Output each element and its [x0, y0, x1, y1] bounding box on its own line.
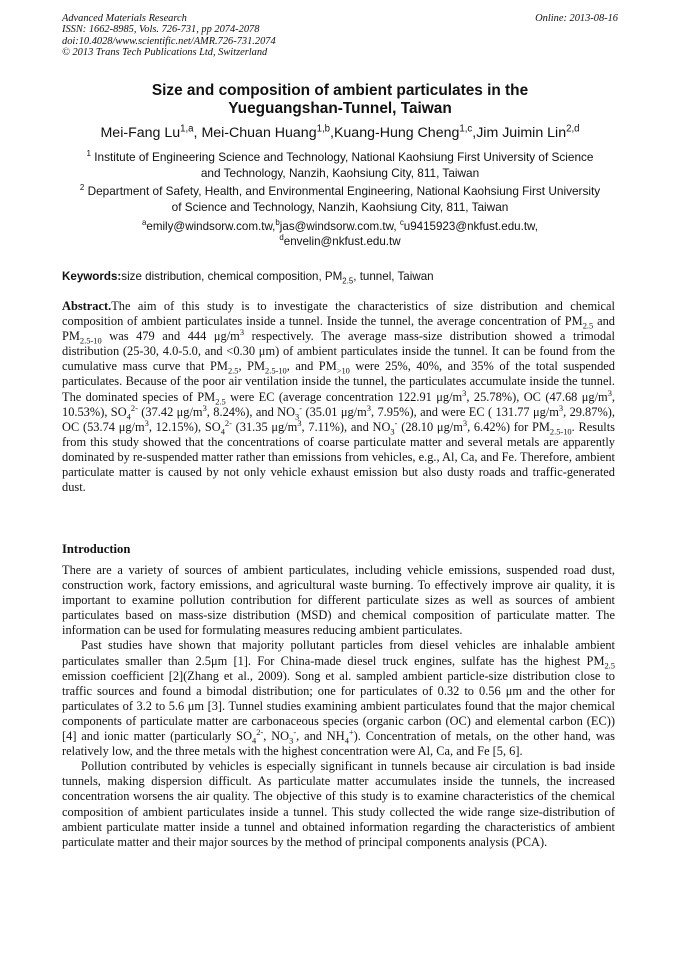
abstract-text: was 479 and 444 μg/m — [101, 329, 240, 344]
affiliation-1-line-2: and Technology, Nanzih, Kaohsiung City, 811, Taiwan — [200, 166, 480, 180]
abstract-sup: 3 — [462, 417, 468, 428]
affiliation-2-number: 2 — [79, 183, 85, 193]
intro-text: , NO — [263, 729, 290, 744]
abstract-sup: 3 — [144, 417, 149, 428]
keywords-text-2: , tunnel, Taiwan — [353, 270, 434, 283]
abstract-sub: 4 — [126, 411, 131, 422]
abstract — [62, 299, 615, 495]
abstract-sup: 3 — [297, 417, 302, 428]
abstract-text: (28.10 μg/m — [397, 419, 463, 434]
abstract-sup: 3 — [366, 402, 371, 413]
author-1-affil: 1,a — [180, 123, 194, 135]
affiliation-2-line-1: Department of Safety, Health, and Environmental Engineering, National Kaohsiung First University — [87, 184, 601, 198]
abstract-sup: 3 — [607, 387, 612, 398]
abstract-text: , PM — [238, 359, 265, 374]
abstract-text: The aim of this study is to investigate the characteristics of size distribution and chemical composition of ambient particulates inside a tunnel. Inside the tunnel, the average concentration of PM — [62, 299, 615, 329]
abstract-sup: 3 — [462, 387, 467, 398]
intro-text: Past studies have shown that majority pollutant particles from diesel vehicles are inhalable ambient particulates smaller than 2.5μm [1]. For China-made diesel truck engines, sulfate has the highest PM — [62, 638, 615, 668]
journal-header — [62, 13, 618, 58]
intro-paragraph-2 — [62, 638, 615, 759]
introduction-body — [62, 563, 615, 850]
title-line-1: Size and composition of ambient particulates in the — [151, 82, 529, 99]
author-2: Mei-Chuan Huang — [201, 125, 317, 141]
email-c[interactable]: u9415923@nkfust.edu.tw, — [403, 220, 538, 233]
abstract-text: , 29.87%), OC (53.74 μg/m — [62, 404, 615, 434]
intro-text: emission coefficient [2](Zhang et al., 2009). Song et al. sampled ambient particle-size distribution close to traffic sources and found a bimodal distribution; one for particulates of 0.32 to 0.56 μm and the other for particulates of 3.2 to 5.6 μm [3]. Tunnel studies examining ambient particulates found that the major chemical components of particulate matter are carbonaceous species (organic carbon (OC) and elemental carbon (EC)) [4] and ionic matter (particularly SO — [62, 668, 615, 744]
abstract-sub: 2.5-10 — [79, 335, 102, 346]
email-b[interactable]: jas@windsorw.com.tw, — [279, 220, 400, 233]
section-heading-introduction: Introduction — [62, 542, 131, 556]
abstract-sub: 2.5 — [582, 320, 594, 331]
keywords-text-1: size distribution, chemical composition, PM — [121, 270, 343, 283]
affiliation-1-number: 1 — [86, 149, 91, 159]
abstract-sub: 2.5-10 — [265, 365, 287, 376]
email-a-mark: a — [141, 218, 147, 228]
intro-paragraph-1: There are a variety of sources of ambient particulates, including vehicle emissions, suspended road dust, construction work, factory emissions, and agricultural waste burning. To effectively improve air quality, it is important to examine pollution contribution for different particulate sizes as well as sources of ambient particulates based on mass-size distribution (MSD) and chemical composition of particulate matter. The information can be used for formulating measures reducing ambient particulates. — [62, 563, 615, 638]
author-4-affil: 2,d — [566, 123, 580, 135]
abstract-text: (37.42 μg/m — [137, 404, 203, 419]
abstract-sub: 4 — [220, 426, 225, 437]
intro-sub: 2.5 — [604, 660, 615, 671]
abstract-sup: 2- — [130, 402, 138, 413]
abstract-text: , 25.78%), OC (47.68 μg/m — [466, 389, 608, 404]
affiliation-2-line-2: of Science and Technology, Nanzih, Kaohsiung City, 811, Taiwan — [171, 200, 509, 214]
abstract-sub: >10 — [336, 365, 350, 376]
author-3: Kuang-Hung Cheng — [333, 125, 460, 141]
abstract-label: Abstract. — [62, 299, 112, 313]
title-line-2: Yueguangshan-Tunnel, Taiwan — [228, 100, 452, 117]
abstract-sub: 2.5-10 — [549, 426, 572, 437]
abstract-text: , 7.11%), and NO — [301, 419, 391, 434]
abstract-text: , 12.15%), SO — [148, 419, 221, 434]
abstract-text: , 6.42%) for PM — [467, 419, 550, 434]
journal-name: Advanced Materials Research — [62, 13, 187, 24]
abstract-text: (31.35 μg/m — [231, 419, 298, 434]
abstract-text: , 8.24%), and NO — [206, 404, 296, 419]
keywords-label: Keywords: — [62, 270, 122, 283]
intro-sup: - — [293, 726, 297, 737]
intro-sub: 4 — [252, 735, 257, 746]
author-list: Mei-Fang Lu$^{1,a}$, Mei-Chuan Huang$^{1,b}$,Kuang-Hung Cheng$^{1,c}$,Jim Juimin Lin$^{2,d}$ — [100, 123, 580, 141]
intro-sup: 2- — [256, 726, 264, 737]
online-date: Online: 2013-08-16 — [535, 13, 618, 24]
abstract-sub: 3 — [295, 411, 300, 422]
keywords — [62, 269, 618, 284]
abstract-text: and PM — [62, 314, 615, 344]
email-list — [62, 219, 618, 249]
abstract-text: , 7.95%), and were EC ( 131.77 μg/m — [370, 404, 559, 419]
abstract-sup: 3 — [558, 402, 564, 413]
email-a[interactable]: emily@windsorw.com.tw, — [146, 220, 276, 233]
author-4: Jim Juimin Lin — [476, 125, 567, 141]
copyright-line: © 2013 Trans Tech Publications Ltd, Switzerland — [62, 46, 268, 58]
abstract-sub: 3 — [390, 426, 395, 437]
intro-sub: 4 — [344, 735, 349, 746]
affiliation-1 — [62, 149, 618, 181]
affiliation-2 — [62, 183, 618, 215]
abstract-text: . Results from this study showed that the concentrations of coarse particulate matter and several metals are apparently dominated by re-suspended matter rather than emissions from vehicles, e.g., Al, Ca, and Fe. Therefore, ambient particulate matter is caused by not only vehicle exhaust emission but also dusty roads and traffic-generated dust. — [62, 419, 615, 495]
author-2-affil: 1,b — [316, 123, 330, 135]
doi-line: doi:10.4028/www.scientific.net/AMR.726-731.2074 — [62, 35, 276, 47]
email-d-mark: d — [279, 233, 284, 243]
abstract-sup: - — [394, 417, 398, 428]
abstract-text: were EC (average concentration 122.91 μg/m — [225, 389, 463, 404]
email-c-mark: c — [399, 218, 404, 228]
intro-paragraph-3: Pollution contributed by vehicles is especially significant in tunnels because air circulation is bad inside tunnels, making dispersion difficult. As particulate matter accumulates inside the tunnels, the increased concentration worsens the air quality. The objective of this study is to examine characteristics of the chemical composition of ambient particulates inside a tunnel. This study collected the wide range size-distribution of ambient particulate matter inside a tunnel and obtained information regarding the characteristics of ambient particulate matter and their major sources by the method of principal components analysis (PCA). — [62, 759, 615, 849]
intro-sub: 3 — [289, 735, 294, 746]
abstract-sub: 2.5 — [215, 396, 226, 407]
author-3-affil: 1,c — [459, 123, 473, 135]
intro-sup: + — [348, 726, 354, 737]
email-b-mark: b — [275, 218, 280, 228]
abstract-text: were 25%, 40%, and 35% of the total suspended particulates. Because of the poor air ventilation inside the tunnel, the particulates accumulate inside the tunnel. The dominated species of PM — [62, 359, 615, 404]
abstract-sub: 2.5 — [227, 365, 239, 376]
abstract-sup: 2- — [224, 417, 232, 428]
abstract-text: , and PM — [286, 359, 337, 374]
intro-text: , and NH — [296, 729, 345, 744]
abstract-sup: 3 — [239, 327, 245, 338]
author-1: Mei-Fang Lu — [100, 125, 181, 141]
abstract-sup: 3 — [202, 402, 207, 413]
affiliation-1-line-1: Institute of Engineering Science and Technology, National Kaohsiung First University of Science — [94, 150, 594, 164]
intro-text: ). Concentration of metals, on the other hand, was relatively low, and the three metals with the highest concentration were Al, Ca, and Fe [5, 6]. — [62, 729, 615, 759]
abstract-sup: - — [299, 402, 303, 413]
abstract-text: , 10.53%), SO — [62, 389, 616, 419]
abstract-text: respectively. The average mass-size distribution showed a trimodal distribution (25-30, 4.0-5.0, and <0.30 μm) of ambient particulates inside the tunnel. It can be found from the cumulative mass curve that PM — [62, 329, 615, 374]
issn-line: ISSN: 1662-8985, Vols. 726-731, pp 2074-2078 — [62, 24, 260, 36]
abstract-text: (35.01 μg/m — [302, 404, 367, 419]
email-d[interactable]: envelin@nkfust.edu.tw — [283, 235, 401, 248]
keywords-sub: 2.5 — [342, 276, 354, 286]
paper-title — [62, 82, 618, 118]
